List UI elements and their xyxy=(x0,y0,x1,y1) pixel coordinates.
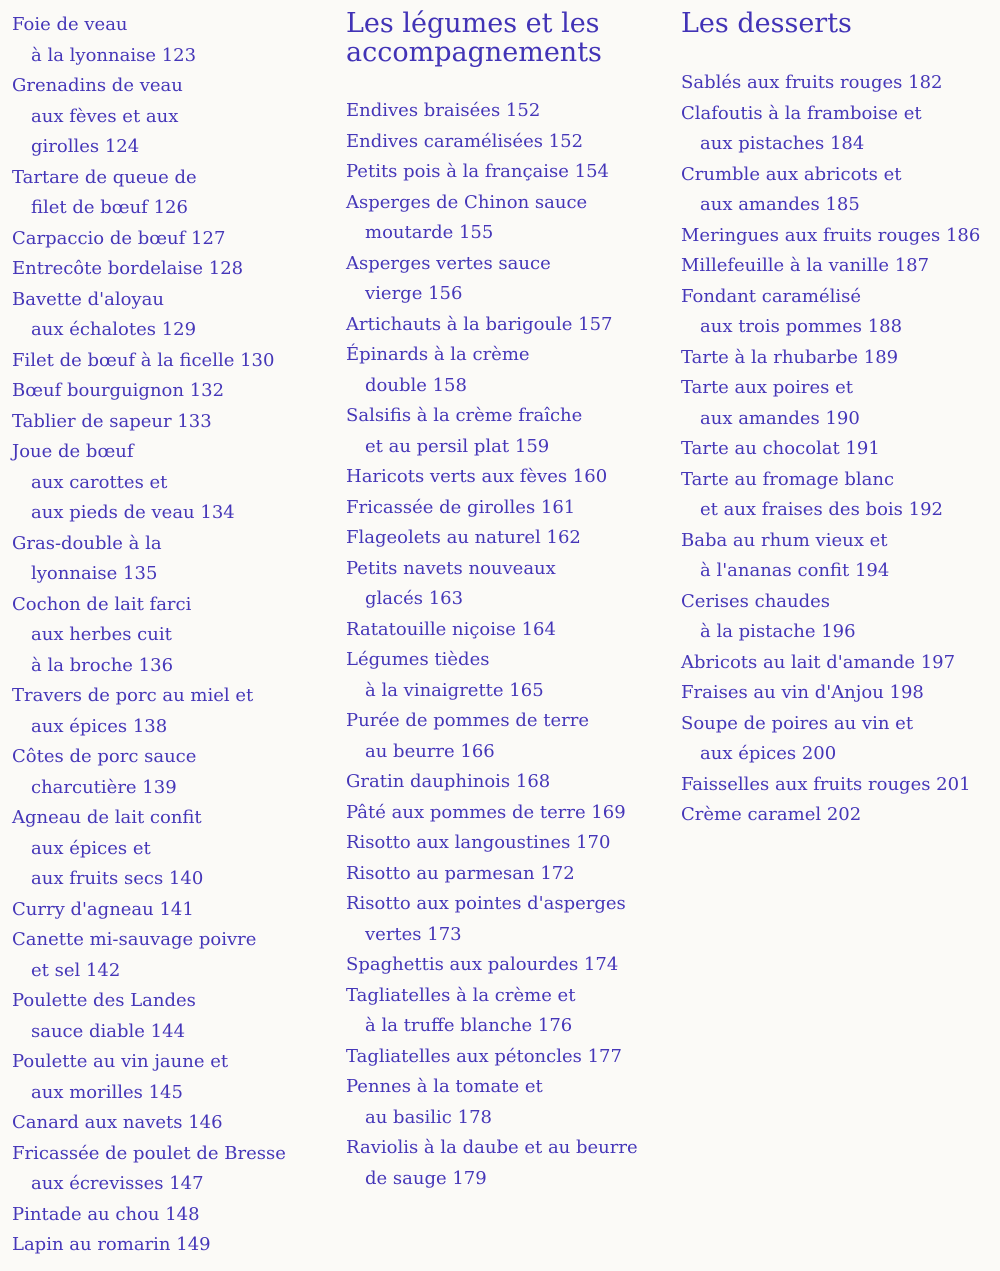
recipe-entry xyxy=(346,798,666,829)
recipe-name: Gras-double à la xyxy=(12,532,162,554)
recipe-name-continuation: filet de bœuf 126 xyxy=(31,197,188,218)
recipe-name-continuation: aux herbes cuit xyxy=(31,624,172,645)
recipe-entry xyxy=(346,859,666,890)
recipe-name-continuation: et aux fraises des bois 192 xyxy=(700,499,943,520)
recipe-entry xyxy=(12,376,312,407)
recipe-name: Tagliatelles aux pétoncles 177 xyxy=(346,1045,622,1067)
recipe-entry xyxy=(346,1133,666,1194)
recipe-name: Tarte au chocolat 191 xyxy=(681,438,880,459)
recipe-entry xyxy=(12,1139,312,1200)
recipe-name-continuation: à l'ananas confit 194 xyxy=(700,560,890,581)
recipe-entry xyxy=(346,950,666,981)
recipe-entry xyxy=(12,254,312,285)
recipe-name: Crumble aux abricots et xyxy=(681,163,902,185)
section-title-line: Les desserts xyxy=(681,8,852,39)
recipe-name: Filet de bœuf à la ficelle 130 xyxy=(12,349,275,371)
recipe-name: Fricassée de girolles 161 xyxy=(346,496,576,518)
recipe-list xyxy=(12,10,312,1261)
recipe-name-continuation: aux pistaches 184 xyxy=(700,133,865,154)
recipe-name: Haricots verts aux fèves 160 xyxy=(346,466,608,487)
recipe-name-continuation: aux écrevisses 147 xyxy=(31,1173,204,1194)
recipe-entry xyxy=(681,373,1000,434)
section-title-line: Les légumes et les xyxy=(346,8,600,39)
recipe-name: Faisselles aux fruits rouges 201 xyxy=(681,773,971,795)
recipe-entry xyxy=(346,249,666,310)
recipe-name: Pennes à la tomate et xyxy=(346,1076,543,1097)
recipe-entry xyxy=(681,160,1000,221)
recipe-entry xyxy=(12,1108,312,1139)
recipe-entry xyxy=(346,981,666,1042)
recipe-name: Petits pois à la française 154 xyxy=(346,161,610,182)
recipe-entry xyxy=(681,770,1000,801)
recipe-entry xyxy=(346,1072,666,1133)
recipe-list xyxy=(681,68,1000,831)
recipe-name: Travers de porc au miel et xyxy=(12,685,254,706)
recipe-name: Pintade au chou 148 xyxy=(12,1203,200,1225)
recipe-name: Abricots au lait d'amande 197 xyxy=(681,651,956,673)
recipe-name: Fondant caramélisé xyxy=(681,285,862,307)
recipe-name: Millefeuille à la vanille 187 xyxy=(681,255,930,276)
recipe-entry xyxy=(346,310,666,341)
recipe-entry xyxy=(12,1230,312,1261)
recipe-entry xyxy=(12,742,312,803)
recipe-entry xyxy=(12,895,312,926)
recipe-entry xyxy=(346,645,666,706)
recipe-name: Épinards à la crème xyxy=(346,344,530,365)
recipe-name-continuation: au beurre 166 xyxy=(365,740,495,762)
recipe-name: Côtes de porc sauce xyxy=(12,746,197,767)
recipe-entry xyxy=(681,99,1000,160)
recipe-entry xyxy=(12,803,312,895)
recipe-entry xyxy=(12,681,312,742)
recipe-entry xyxy=(12,1047,312,1108)
recipe-list xyxy=(346,96,666,1194)
recipe-entry xyxy=(346,340,666,401)
recipe-name: Crème caramel 202 xyxy=(681,804,862,825)
recipe-name: Purée de pommes de terre xyxy=(346,710,589,731)
recipe-name: Tarte aux poires et xyxy=(681,377,853,398)
recipe-entry xyxy=(12,590,312,682)
recipe-entry xyxy=(346,554,666,615)
recipe-entry xyxy=(681,68,1000,99)
recipe-name: Poulette au vin jaune et xyxy=(12,1051,229,1072)
recipe-name: Meringues aux fruits rouges 186 xyxy=(681,224,981,246)
recipe-name: Foie de veau xyxy=(12,14,128,35)
recipe-name: Ratatouille niçoise 164 xyxy=(346,618,556,640)
recipe-entry xyxy=(346,188,666,249)
recipe-name-continuation: et au persil plat 159 xyxy=(365,435,550,457)
recipe-name-continuation: glacés 163 xyxy=(365,588,464,609)
recipe-name-continuation: aux fruits secs 140 xyxy=(31,868,204,889)
section-title-line: accompagnements xyxy=(346,37,602,68)
recipe-entry xyxy=(12,407,312,438)
recipe-entry xyxy=(12,71,312,163)
recipe-entry xyxy=(681,434,1000,465)
recipe-name: Bœuf bourguignon 132 xyxy=(12,380,225,401)
recipe-entry xyxy=(681,800,1000,831)
recipe-name-continuation: aux amandes 190 xyxy=(700,407,860,429)
recipe-name: Fricassée de poulet de Bresse xyxy=(12,1142,286,1164)
recipe-name: Risotto aux pointes d'asperges xyxy=(346,893,626,914)
recipe-name: Endives braisées 152 xyxy=(346,100,541,121)
recipe-name: Raviolis à la daube et au beurre xyxy=(346,1137,638,1158)
recipe-entry xyxy=(346,767,666,798)
recipe-name: Gratin dauphinois 168 xyxy=(346,771,551,792)
recipe-name: Flageolets au naturel 162 xyxy=(346,527,581,548)
recipe-name-continuation: moutarde 155 xyxy=(365,222,494,243)
recipe-entry xyxy=(12,224,312,255)
recipe-name: Entrecôte bordelaise 128 xyxy=(12,258,244,279)
recipe-name-continuation: aux amandes 185 xyxy=(700,194,860,215)
recipe-entry xyxy=(12,437,312,529)
recipe-name-continuation: et sel 142 xyxy=(31,959,121,981)
recipe-name: Artichauts à la barigoule 157 xyxy=(346,313,613,335)
recipe-name: Endives caramélisées 152 xyxy=(346,130,584,152)
recipe-name-continuation: aux épices 138 xyxy=(31,715,168,737)
recipe-name: Clafoutis à la framboise et xyxy=(681,102,922,124)
recipe-entry xyxy=(346,462,666,493)
recipe-entry xyxy=(346,615,666,646)
recipe-name-continuation: aux trois pommes 188 xyxy=(700,316,903,337)
recipe-name: Tagliatelles à la crème et xyxy=(346,984,576,1006)
section-title-vegetables xyxy=(346,9,666,67)
recipe-name-continuation: charcutière 139 xyxy=(31,776,177,798)
recipe-name-continuation: à la vinaigrette 165 xyxy=(365,679,544,701)
recipe-name: Asperges de Chinon sauce xyxy=(346,191,588,213)
recipe-entry xyxy=(346,1042,666,1073)
recipe-entry xyxy=(12,1200,312,1231)
recipe-entry xyxy=(346,523,666,554)
recipe-entry xyxy=(346,889,666,950)
recipe-name: Sablés aux fruits rouges 182 xyxy=(681,72,943,93)
recipe-name: Carpaccio de bœuf 127 xyxy=(12,227,226,249)
recipe-name: Cochon de lait farci xyxy=(12,593,192,615)
recipe-name-continuation: de sauge 179 xyxy=(365,1167,487,1189)
recipe-name-continuation: à la lyonnaise 123 xyxy=(31,44,197,66)
recipe-name-continuation: vertes 173 xyxy=(365,923,462,945)
section-title-desserts xyxy=(681,9,1000,38)
recipe-entry xyxy=(681,709,1000,770)
recipe-entry xyxy=(346,127,666,158)
recipe-name: Petits navets nouveaux xyxy=(346,557,556,579)
recipe-name: Joue de bœuf xyxy=(12,441,134,462)
recipe-entry xyxy=(346,828,666,859)
recipe-name: Tarte au fromage blanc xyxy=(681,468,895,490)
recipe-entry xyxy=(12,163,312,224)
recipe-entry xyxy=(12,10,312,71)
recipe-name-continuation: aux épices 200 xyxy=(700,743,837,764)
recipe-entry xyxy=(346,157,666,188)
recipe-entry xyxy=(681,678,1000,709)
recipe-name-continuation: aux épices et xyxy=(31,837,151,859)
recipe-name: Poulette des Landes xyxy=(12,990,196,1011)
recipe-name: Fraises au vin d'Anjou 198 xyxy=(681,682,924,703)
recipe-entry xyxy=(681,587,1000,648)
recipe-name-continuation: aux fèves et aux xyxy=(31,105,179,127)
recipe-name: Soupe de poires au vin et xyxy=(681,712,914,734)
column-meats xyxy=(12,0,312,1261)
recipe-name: Tartare de queue de xyxy=(12,166,197,188)
recipe-name-continuation: à la pistache 196 xyxy=(700,621,856,642)
recipe-name: Baba au rhum vieux et xyxy=(681,529,888,551)
recipe-name: Spaghettis aux palourdes 174 xyxy=(346,954,619,975)
recipe-entry xyxy=(346,401,666,462)
recipe-entry xyxy=(12,986,312,1047)
recipe-name-continuation: à la broche 136 xyxy=(31,654,174,676)
recipe-name-continuation: girolles 124 xyxy=(31,136,140,157)
recipe-name: Salsifis à la crème fraîche xyxy=(346,405,583,426)
recipe-name: Tarte à la rhubarbe 189 xyxy=(681,346,899,368)
recipe-name: Cerises chaudes xyxy=(681,590,831,612)
recipe-name-continuation: double 158 xyxy=(365,374,467,396)
recipe-name: Bavette d'aloyau xyxy=(12,288,164,310)
recipe-name: Risotto au parmesan 172 xyxy=(346,862,575,884)
column-vegetables xyxy=(346,0,666,1194)
recipe-name-continuation: aux pieds de veau 134 xyxy=(31,502,235,523)
recipe-entry xyxy=(681,282,1000,343)
recipe-entry xyxy=(346,493,666,524)
recipe-name-continuation: aux morilles 145 xyxy=(31,1081,183,1103)
recipe-entry xyxy=(681,465,1000,526)
recipe-entry xyxy=(12,529,312,590)
recipe-entry xyxy=(12,285,312,346)
recipe-name-continuation: aux carottes et xyxy=(31,471,168,493)
recipe-name-continuation: à la truffe blanche 176 xyxy=(365,1015,573,1036)
recipe-name-continuation: lyonnaise 135 xyxy=(31,563,158,584)
recipe-name-continuation: au basilic 178 xyxy=(365,1106,492,1128)
recipe-name: Curry d'agneau 141 xyxy=(12,898,194,920)
recipe-name: Pâté aux pommes de terre 169 xyxy=(346,801,626,823)
recipe-name: Grenadins de veau xyxy=(12,75,183,96)
recipe-entry xyxy=(681,648,1000,679)
recipe-name: Canard aux navets 146 xyxy=(12,1112,223,1133)
recipe-name: Tablier de sapeur 133 xyxy=(12,410,212,432)
recipe-entry xyxy=(12,925,312,986)
recipe-name: Risotto aux langoustines 170 xyxy=(346,832,611,853)
recipe-name-continuation: aux échalotes 129 xyxy=(31,319,197,340)
recipe-name-continuation: sauce diable 144 xyxy=(31,1020,186,1042)
recipe-name: Légumes tièdes xyxy=(346,649,490,670)
recipe-name: Lapin au romarin 149 xyxy=(12,1234,211,1255)
recipe-entry xyxy=(681,251,1000,282)
recipe-entry xyxy=(681,343,1000,374)
recipe-entry xyxy=(681,526,1000,587)
recipe-entry xyxy=(681,221,1000,252)
column-desserts xyxy=(681,0,1000,831)
recipe-name-continuation: vierge 156 xyxy=(365,283,463,304)
recipe-name: Agneau de lait confit xyxy=(12,807,202,828)
recipe-name: Canette mi-sauvage poivre xyxy=(12,929,257,950)
recipe-entry xyxy=(346,706,666,767)
recipe-name: Asperges vertes sauce xyxy=(346,252,551,274)
recipe-entry xyxy=(12,346,312,377)
recipe-entry xyxy=(346,96,666,127)
